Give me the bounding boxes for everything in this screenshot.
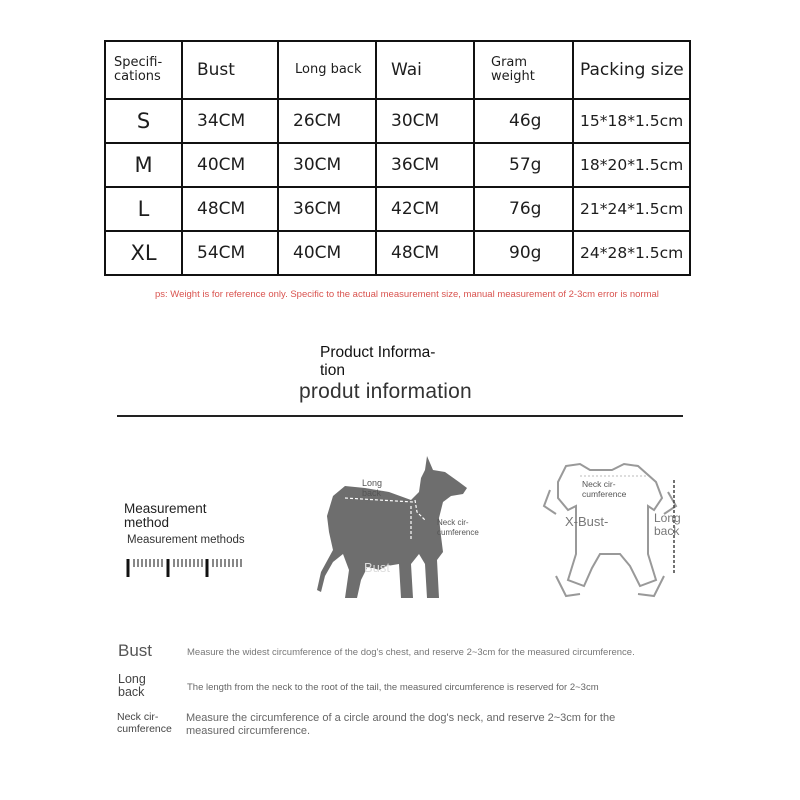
measurement-note: ps: Weight is for reference only. Specific to the actual measurement size, manual measurement of 2-3cm error is normal: [155, 289, 659, 300]
long-back-cell: 36CM: [278, 187, 376, 231]
definition-term-long-back-line1: Long: [118, 672, 146, 686]
weight-cell: 46g: [474, 99, 573, 143]
size-chart-table: [104, 40, 691, 276]
header-gram-weight: Gram weight: [474, 41, 573, 99]
measurement-method-title: [124, 502, 234, 530]
header-waist: Wai: [376, 41, 474, 99]
definition-text-neck-line2: measured circumference.: [186, 725, 311, 737]
definition-text-neck-line1: Measure the circumference of a circle around the dog's neck, and reserve 2~3cm for the: [186, 712, 616, 724]
dog-long-back-label-line1: Long: [362, 478, 383, 488]
header-specifications: Specifi-cations: [105, 41, 182, 99]
definition-term-long-back-line2: back: [118, 685, 145, 699]
waist-cell: 30CM: [376, 99, 474, 143]
size-cell: L: [105, 187, 182, 231]
measurement-method-title-line2: method: [124, 515, 170, 530]
header-long-back: Long back: [278, 41, 376, 99]
weight-cell: 76g: [474, 187, 573, 231]
measurement-methods-subtitle: Measurement methods: [127, 534, 245, 546]
garment-long-back-label-line2: back: [654, 524, 680, 538]
dog-neck-label-line1: Neck cir-: [437, 518, 469, 527]
long-back-cell: 30CM: [278, 143, 376, 187]
weight-cell: 90g: [474, 231, 573, 275]
garment-neck-label: [582, 479, 626, 499]
waist-cell: 36CM: [376, 143, 474, 187]
packing-cell: 21*24*1.5cm: [573, 187, 690, 231]
header-packing-size: Packing size: [573, 41, 690, 99]
definition-text-long-back: The length from the neck to the root of the tail, the measured circumference is reserved for 2~3cm: [187, 682, 599, 693]
weight-cell: 57g: [474, 143, 573, 187]
garment-neck-label-line2: cumference: [582, 489, 627, 499]
product-info-title: [320, 344, 470, 380]
table-row: [105, 143, 690, 187]
garment-bust-label: X-Bust-: [565, 514, 609, 529]
garment-long-back-label-line1: Long: [654, 511, 681, 525]
definition-text-bust: Measure the widest circumference of the dog's chest, and reserve 2~3cm for the measured circumference.: [187, 647, 635, 658]
long-back-cell: 26CM: [278, 99, 376, 143]
definition-term-bust: Bust: [118, 641, 153, 660]
packing-cell: 15*18*1.5cm: [573, 99, 690, 143]
bust-cell: 48CM: [182, 187, 278, 231]
bust-cell: 34CM: [182, 99, 278, 143]
size-cell: XL: [105, 231, 182, 275]
dog-long-back-label-line2: back: [362, 488, 382, 498]
garment-neck-label-line1: Neck cir-: [582, 479, 616, 489]
size-cell: S: [105, 99, 182, 143]
table-row: [105, 99, 690, 143]
garment-long-back-label: [654, 512, 681, 538]
definition-term-neck-line2: cumference: [117, 723, 172, 735]
dog-bust-label: Bust: [364, 560, 391, 575]
table-row: [105, 231, 690, 275]
definition-term-neck-line1: Neck cir-: [117, 711, 159, 723]
bust-cell: 54CM: [182, 231, 278, 275]
product-info-title-line1: Product Informa-: [320, 344, 436, 361]
size-cell: M: [105, 143, 182, 187]
product-info-subtitle: produt information: [299, 380, 472, 403]
dog-neck-label-line2: cumference: [437, 528, 479, 537]
header-bust: Bust: [182, 41, 278, 99]
measurement-method-title-line1: Measurement: [124, 501, 207, 516]
ruler-icon: [126, 553, 246, 579]
waist-cell: 42CM: [376, 187, 474, 231]
product-info-title-line2: tion: [320, 362, 345, 379]
table-row: [105, 187, 690, 231]
table-header-row: [105, 41, 690, 99]
dog-neck-label: [437, 518, 479, 538]
waist-cell: 48CM: [376, 231, 474, 275]
bust-cell: 40CM: [182, 143, 278, 187]
definition-term-long-back: [118, 673, 146, 699]
packing-cell: 18*20*1.5cm: [573, 143, 690, 187]
definition-term-neck: [117, 711, 172, 735]
long-back-cell: 40CM: [278, 231, 376, 275]
definition-text-neck: [186, 712, 666, 738]
section-divider: [117, 415, 683, 417]
dog-long-back-label: [362, 478, 382, 498]
packing-cell: 24*28*1.5cm: [573, 231, 690, 275]
